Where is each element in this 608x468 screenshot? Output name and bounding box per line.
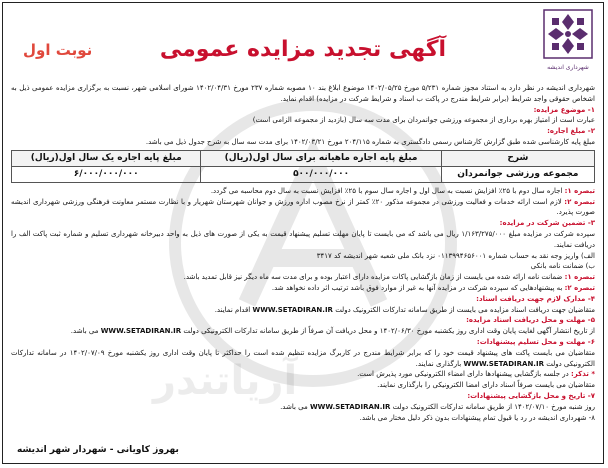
note2-1 [11,272,595,283]
section-4 [11,294,595,305]
section-4-site-link[interactable]: WWW.SETADIRAN.IR [252,305,333,314]
rent-item-name: مجموعه ورزشی جوانمردان [441,166,594,182]
section-7 [11,391,595,402]
section-6-site-link[interactable]: WWW.SETADIRAN.IR [463,359,544,368]
note2-2 [11,283,595,294]
section-8: ۸- شهرداری اندیشه در رد یا قبول تمام پیشنهادات بدون ذکر دلیل مختار می باشد. [359,413,595,422]
section-4-tail: اقدام نمایند. [214,305,251,314]
municipality-logo [541,9,595,71]
note-1-label: تبصره ۱: [564,186,595,195]
section-4-text: متقاضیان جهت دریافت اسناد مزایده می بایست از طریق سامانه تدارکات الکترونیک دولت [335,305,595,314]
section-5 [11,315,595,326]
rent-table-header-row [12,150,595,166]
tazakor [11,369,595,380]
section-6 [11,337,595,348]
tazakor-text: در جلسه بازگشایی پیشنهادها دارای امضاء الکترونیکی مورد پذیرش است. [357,370,569,379]
intro-text: شهرداری اندیشه در نظر دارد به استناد مجوز شماره ۵/۲۳۱ مورخ ۱۴۰۲/۰۵/۲۵ موضوع ابلاغ بند ۱۰ مصوبه شماره ۲۳۷ مورخ ۱۴۰۲/۰۴/۳۱ شورای اسلامی شهر، نسبت به برگزاری مزایده عمومی ذیل به اشخاص حقوقی واجد شرایط (برابر شرایط مندرج در پاکت ب اسناد و شرایط شرکت در مزایده) اقدام نماید. [11,84,596,103]
municipality-logo-icon [543,9,593,59]
rent-table-header: مبلغ پایه اجاره ماهیانه برای سال اول(ریال) [201,150,441,166]
rent-table-header: مبلغ پایه اجاره یک سال اول(ریال) [12,150,201,166]
section-2-heading: ۲- مبلغ اجاره: [547,127,595,136]
section-5-site-link[interactable]: WWW.SETADIRAN.IR [100,327,182,336]
section-5-text: از تاریخ انتشار آگهی لغایت پایان وقت اداری روز یکشنبه مورخ ۱۴۰۲/۰۶/۳۰ و محل دریافت آن صرفاً از طریق سامانه تدارکات الکترونیکی دولت [183,327,595,336]
section-5-body [11,326,595,337]
section-5-tail: می باشد. [70,327,99,336]
note2-2-text: به پیشنهادهایی که سپرده شرکت در مزایده آنها به غیر از موارد فوق باشد ترتیب اثر داده نخواهد شد. [271,283,563,292]
section-1-text: عبارت است از امتیاز بهره برداری از مجموعه ورزشی جوانمردان برای مدت سه سال (بازدید از مجموعه الزامی است) [252,116,595,125]
signature: بهروز کاویانی - شهردار شهر اندیشه [17,445,179,455]
note2-1-label: تبصره ۱: [564,273,595,282]
note-1 [11,186,595,197]
ad-body [11,83,595,423]
section-7-body [11,402,595,413]
logo-caption: شهرداری اندیشه [547,64,589,71]
watermark-text: آریاتندر [153,358,298,404]
section-3 [11,218,595,229]
section-5-heading: ۵- مهلت و محل دریافت اسناد مزایده: [466,316,595,325]
section-7-heading: ۷- تاریخ و محل بازگشایی پیشنهادات: [467,391,595,400]
note-2 [11,197,595,219]
note-2-label: تبصره ۲: [564,197,595,206]
section-6-body [11,348,595,370]
round-badge: نوبت اول [23,41,93,59]
section-1 [11,105,595,116]
section-7-site-link[interactable]: WWW.SETADIRAN.IR [309,402,391,411]
tazakor-line-2: متقاضیان می بایست صرفاً اسناد دارای امضا الکترونیکی را بارگذاری نمایند. [377,381,595,390]
section-6-heading: ۶- مهلت و محل تسلیم پیشنهادات: [476,337,595,346]
section-1-heading: ۱- موضوع مزایده: [533,105,595,114]
rent-table [11,150,595,183]
section-3-heading: ۳- تضمین شرکت در مزایده: [499,219,595,228]
section-2-text: مبلغ پایه کارشناسی شده طبق گزارش کارشناس رسمی دادگستری به شماره ۲۰۴/۱۱۵ مورخ ۱۴۰۲/۰۳/۲۱ برای مدت سه سال به شرح جدول ذیل می باشد. [145,137,595,146]
note2-2-label: تبصره ۲: [564,283,595,292]
section-7-text: روز شنبه مورخ ۱۴۰۲/۰۷/۱۰ از طریق سامانه تدارکات الکترونیک دولت [392,402,595,411]
table-row [12,166,595,182]
section-2 [11,126,595,137]
rent-table-header: شرح [441,150,594,166]
rent-monthly-value: ۵۰۰/۰۰۰/۰۰۰ [201,166,441,182]
note-2-text: لازم است ارائه خدمات و فعالیت ورزشی در مجموعه مذکور ۲۰٪ کمتر از نرخ مصوب اداره ورزش و جوانان شهرستان شهریار و با نظارت مستمر معاونت فرهنگی ورزشی شهرداری اندیشه صورت پذیرد. [11,197,595,217]
page-title: آگهی تجدید مزایده عمومی [159,37,447,62]
section-4-body [11,305,595,316]
note-1-text: اجاره سال دوم با ۲۵٪ افزایش نسبت به سال اول و اجاره سال سوم با ۲۵٪ افزایش نسبت به سال دوم محاسبه می گردد. [210,186,563,195]
note2-1-text: ضمانت نامه ارائه شده می بایست از زمان بازگشایی پاکات مزایده دارای اعتبار بوده و برای مدت سه ماه دیگر نیز قابل تمدید باشد. [183,273,563,282]
ad-frame [2,2,604,464]
rent-yearly-value: ۶/۰۰۰/۰۰۰/۰۰۰ [12,166,201,182]
section-7-tail: می باشد. [280,402,308,411]
section-6-tail: بارگذاری نمایند. [415,359,462,368]
tazakor-label: * تذکر: [571,370,595,379]
section-4-heading: ۴- مدارک لازم جهت دریافت اسناد: [476,294,595,303]
section-6-text: متقاضیان می بایست پاکت های پیشنهاد قیمت خود را که برابر شرایط مندرج در کاربرگ مزایده تنظیم شده است را حداکثر تا پایان وقت اداری روز یکشنبه مورخ ۱۴۰۲/۰۷/۰۹ در سامانه تدارکات الکترونیکی دولت [11,348,595,368]
section-3-item-b: ب) ضمانت نامه بانکی [530,262,595,271]
section-3-text: سپرده شرکت در مزایده مبلغ ۱/۱۶۳/۲۷۵/۰۰۰ ریال می باشد که می بایست تا پایان مهلت تسلیم پیشنهاد قیمت به یکی از صورت های ذیل به واحد دبیرخانه شهرداری تسلیم و شماره ثبت پاکت الف را دریافت نمایند. [11,229,595,249]
section-3-item-a: الف) واریز وجه نقد به حساب شماره ۰۱۱۳۹۹۴۶۵۶۰۰۱ نزد بانک ملی شعبه شهر اندیشه کد ۳۴۱۷ [316,251,595,260]
